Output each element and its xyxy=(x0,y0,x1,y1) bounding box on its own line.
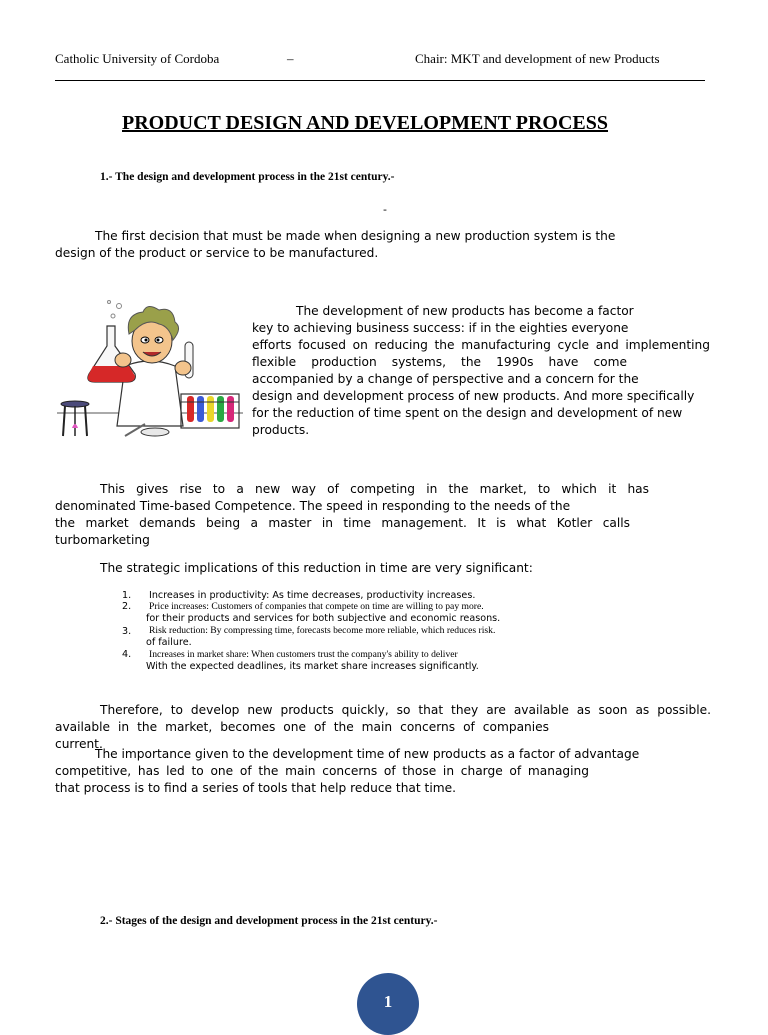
paragraph-line: that process is to find a series of tools that help reduce that time. xyxy=(55,781,456,795)
paragraph-line: efforts focused on reducing the manufacturing cycle and implementing xyxy=(252,338,710,352)
paragraph-line: the market demands being a master in time management. It is what Kotler calls xyxy=(55,516,630,530)
paragraph-line: This gives rise to a new way of competing in the market, to which it has xyxy=(100,482,649,496)
section-heading-1: 1.- The design and development process in the 21st century.- xyxy=(100,171,395,183)
paragraph-line: accompanied by a change of perspective and a concern for the xyxy=(252,372,639,386)
paragraph-line: products. xyxy=(252,423,310,437)
list-number: 2. xyxy=(122,601,132,612)
paragraph-line: The importance given to the development time of new products as a factor of advantage xyxy=(95,747,640,761)
page-title: PRODUCT DESIGN AND DEVELOPMENT PROCESS xyxy=(122,112,609,134)
paragraph-time-based xyxy=(55,481,649,549)
paragraph-line: design of the product or service to be manufactured. xyxy=(55,246,379,260)
header-divider xyxy=(55,80,705,81)
paragraph-line: for the reduction of time spent on the design and development of new xyxy=(252,406,683,420)
header-dash: – xyxy=(287,51,294,66)
paragraph-line: turbomarketing xyxy=(55,533,150,547)
list-item: Increases in market share: When customers trust the company's ability to deliver xyxy=(149,649,458,660)
paragraph-line: denominated Time-based Competence. The speed in responding to the needs of the xyxy=(55,499,571,513)
page-number-badge: 1 xyxy=(357,973,419,1035)
paragraph-line: The first decision that must be made when designing a new production system is the xyxy=(95,229,616,243)
paragraph-development xyxy=(252,303,710,439)
paragraph-line: available in the market, becomes one of the main concerns of companies xyxy=(55,720,549,734)
list-item-continuation: With the expected deadlines, its market share increases significantly. xyxy=(146,661,479,672)
header-chair: Chair: MKT and development of new Products xyxy=(415,51,660,66)
list-item-continuation: for their products and services for both subjective and economic reasons. xyxy=(146,613,501,624)
list-number: 4. xyxy=(122,649,132,660)
section-heading-2: 2.- Stages of the design and development process in the 21st century.- xyxy=(100,915,438,927)
header-institution: Catholic University of Cordoba xyxy=(55,51,220,66)
paragraph-line: design and development process of new products. And more specifically xyxy=(252,389,695,403)
paragraph-intro xyxy=(55,228,705,262)
paragraph-line: key to achieving business success: if in the eighties everyone xyxy=(252,321,629,335)
paragraph-line: The development of new products has become a factor xyxy=(296,304,634,318)
paragraph-implications: The strategic implications of this reduction in time are very significant: xyxy=(100,561,533,575)
stray-mark: - xyxy=(383,203,387,216)
list-number: 1. xyxy=(122,590,132,601)
paragraph-line: current. xyxy=(55,737,103,751)
paragraph-line: flexible production systems, the 1990s have come xyxy=(252,355,627,369)
paragraph-importance xyxy=(55,746,671,797)
list-item: Price increases: Customers of companies that compete on time are willing to pay more. xyxy=(149,601,484,612)
scientist-lab-icon xyxy=(55,296,245,446)
list-number: 3. xyxy=(122,626,132,637)
paragraph-line: Therefore, to develop new products quickly, so that they are available as soon as possible. xyxy=(100,703,711,717)
list-item: Risk reduction: By compressing time, forecasts become more reliable, which reduces risk. xyxy=(149,625,496,636)
list-item-continuation: of failure. xyxy=(146,637,192,648)
implications-list xyxy=(122,590,542,678)
paragraph-line: competitive, has led to one of the main concerns of those in charge of managing xyxy=(55,764,589,778)
list-item: Increases in productivity: As time decreases, productivity increases. xyxy=(149,590,476,601)
